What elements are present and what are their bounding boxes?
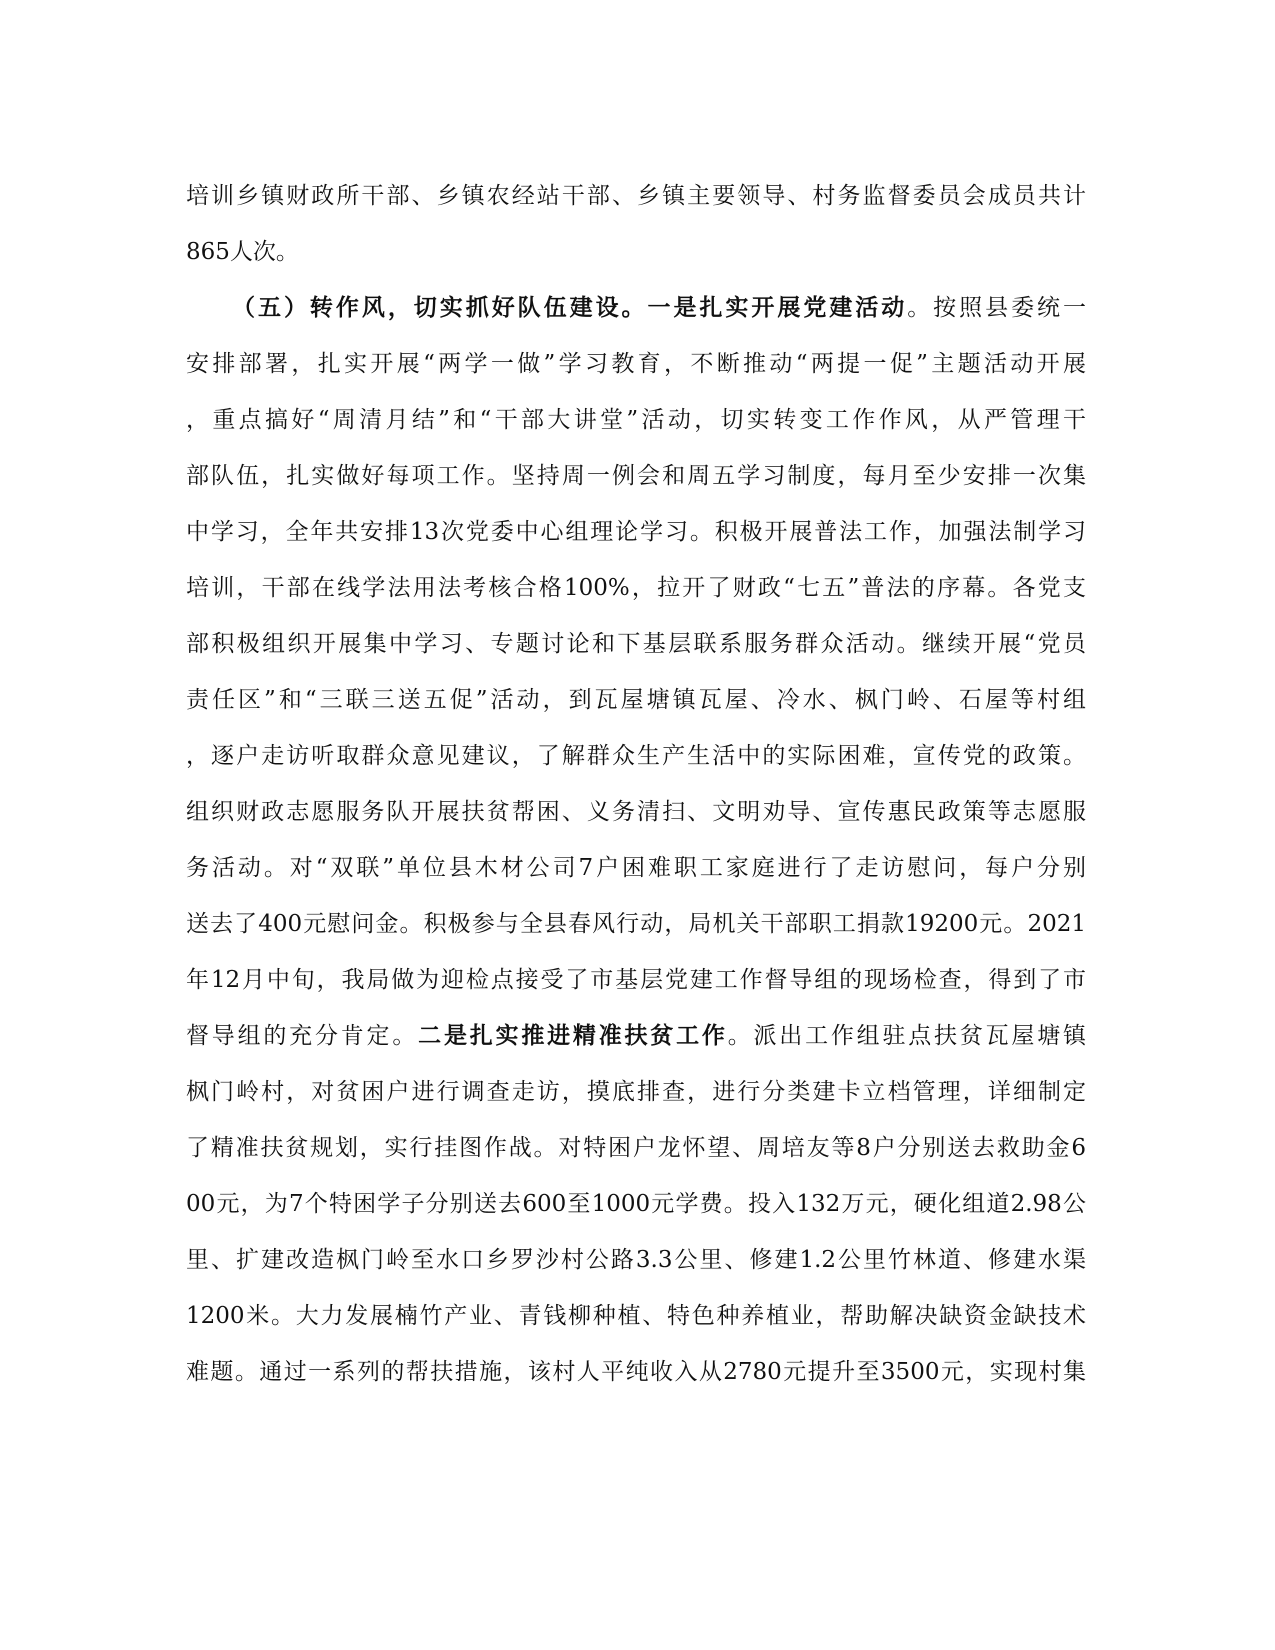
text-line: 部队伍，扎实做好每项工作。坚持周一例会和周五学习制度，每月至少安排一次集 (186, 463, 1086, 489)
text-line: 送去了400元慰问金。积极参与全县春风行动，局机关干部职工捐款19200元。2021 (186, 911, 1086, 937)
text-line: 安排部署，扎实开展“两学一做”学习教育，不断推动“两提一促”主题活动开展 (186, 351, 1086, 377)
text-line: 难题。通过一系列的帮扶措施，该村人平纯收入从2780元提升至3500元，实现村集 (186, 1359, 1086, 1385)
text-line: ，逐户走访听取群众意见建议，了解群众生产生活中的实际困难，宣传党的政策。 (186, 743, 1086, 769)
text-line: ，重点搞好“周清月结”和“干部大讲堂”活动，切实转变工作作风，从严管理干 (186, 407, 1086, 433)
text-line: 枫门岭村，对贫困户进行调查走访，摸底排查，进行分类建卡立档管理，详细制定 (186, 1079, 1086, 1105)
text-run: 。按照县委统一 (907, 295, 1086, 321)
text-line: 年12月中旬，我局做为迎检点接受了市基层党建工作督导组的现场检查，得到了市 (186, 967, 1086, 993)
subsection-heading: 二是扎实推进精准扶贫工作 (418, 1022, 728, 1049)
text-run: 。派出工作组驻点扶贫瓦屋塘镇 (727, 1023, 1086, 1049)
text-line (186, 1008, 1086, 1064)
text-line: 1200米。大力发展楠竹产业、青钱柳种植、特色种养植业，帮助解决缺资金缺技术 (186, 1303, 1086, 1329)
subsection-heading: 一是扎实开展党建活动 (647, 294, 908, 321)
text-line: 责任区”和“三联三送五促”活动，到瓦屋塘镇瓦屋、冷水、枫门岭、石屋等村组 (186, 687, 1086, 713)
text-line: 865人次。 (186, 239, 299, 265)
text-line: 务活动。对“双联”单位县木材公司7户困难职工家庭进行了走访慰问，每户分别 (186, 855, 1086, 881)
section-heading: （五）转作风，切实抓好队伍建设。 (232, 294, 648, 321)
text-line: 了精准扶贫规划，实行挂图作战。对特困户龙怀望、周培友等8户分别送去救助金6 (186, 1135, 1086, 1161)
text-line: 00元，为7个特困学子分别送去600至1000元学费。投入132万元，硬化组道2.98公 (186, 1191, 1086, 1217)
text-line: 里、扩建改造枫门岭至水口乡罗沙村公路3.3公里、修建1.2公里竹林道、修建水渠 (186, 1247, 1086, 1273)
body-text (186, 168, 1086, 1400)
text-line: 部积极组织开展集中学习、专题讨论和下基层联系服务群众活动。继续开展“党员 (186, 631, 1086, 657)
text-line: 培训，干部在线学法用法考核合格100%，拉开了财政“七五”普法的序幕。各党支 (186, 575, 1086, 601)
text-run: 督导组的充分肯定。 (186, 1023, 419, 1049)
text-line: 培训乡镇财政所干部、乡镇农经站干部、乡镇主要领导、村务监督委员会成员共计 (186, 183, 1086, 209)
text-line: 中学习，全年共安排13次党委中心组理论学习。积极开展普法工作，加强法制学习 (186, 519, 1086, 545)
section-heading-line (186, 280, 1086, 336)
text-line: 组织财政志愿服务队开展扶贫帮困、义务清扫、文明劝导、宣传惠民政策等志愿服 (186, 799, 1086, 825)
